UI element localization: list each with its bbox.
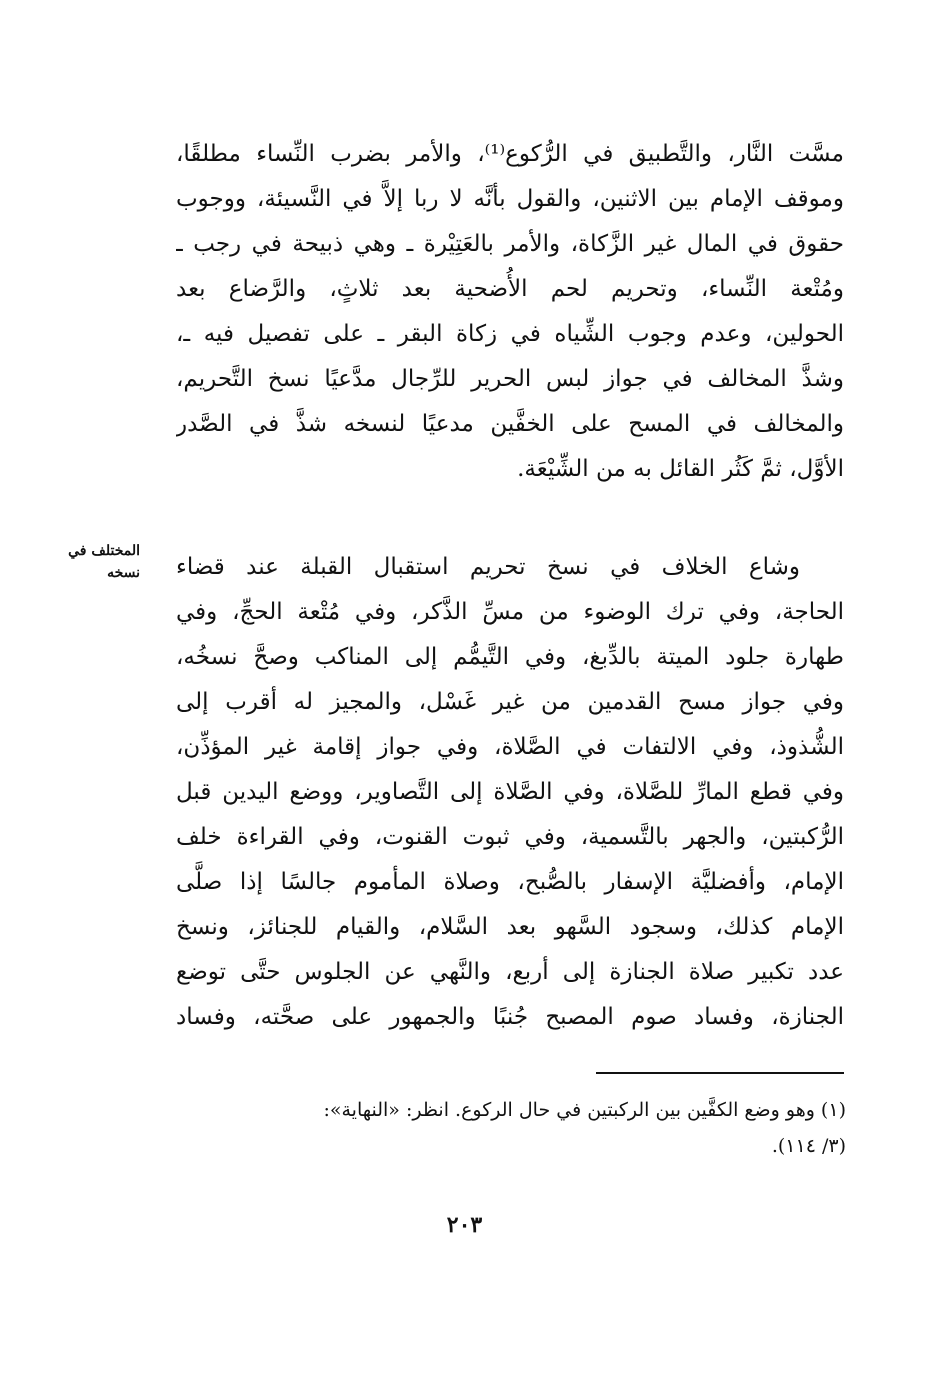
margin-note-line: المختلف في [68, 543, 140, 559]
footnote-line: (٣/ ١١٤). [771, 1135, 846, 1157]
text-line: وشاع الخلاف في نسخ تحريم استقبال القبلة عند قضاء [176, 554, 800, 580]
text-line: وشذَّ المخالف في جواز لبس الحرير للرِّجال مدَّعيًا نسخ التَّحريم، [176, 366, 844, 392]
text-line: ومُتْعة النِّساء، وتحريم لحم الأُضحية بعد ثلاثٍ، والرَّضاع بعد [176, 276, 844, 302]
text-line: الرُّكبتين، والجهر بالتَّسمية، وفي ثبوت القنوت، وفي القراءة خلف [176, 824, 844, 850]
text-line: طهارة جلود الميتة بالدِّبغ، وفي التَّيمُّم إلى المناكب وصحَّ نسخُه، [176, 644, 844, 670]
margin-note [8, 540, 140, 584]
footnote [176, 1092, 846, 1164]
text-line: الحولين، وعدم وجوب الشِّياه في زكاة البقر ـ على تفصيل فيه ـ، [176, 321, 844, 347]
text-line: والمخالف في المسح على الخفَّين مدعيًا لنسخه شذَّ في الصَّدر [176, 411, 844, 437]
text-line: عدد تكبير صلاة الجنازة إلى أربع، والنَّهي عن الجلوس حتَّى توضع [176, 959, 844, 985]
footnote-divider [596, 1072, 844, 1074]
text-line: وفي قطع المارِّ للصَّلاة، وفي الصَّلاة إلى التَّصاوير، ووضع اليدين قبل [176, 779, 844, 805]
paragraph-2 [176, 545, 844, 1040]
text-line: الجنازة، وفساد صوم المصبح جُنبًا والجمهور على صحَّته، وفساد [176, 1004, 844, 1030]
text-line: الإمام، وأفضليَّة الإسفار بالصُّبح، وصلاة المأموم جالسًا إذا صلَّى [176, 869, 844, 895]
text-line: حقوق في المال غير الزَّكاة، والأمر بالعَتِيْرة ـ وهي ذبيحة في رجب ـ [176, 231, 844, 257]
text-line: وفي جواز مسح القدمين من غير غَسْل، والمجيز له أقرب إلى [176, 689, 844, 715]
text-line: الحاجة، وفي ترك الوضوء من مسِّ الذَّكر، وفي مُتْعة الحجِّ، وفي [176, 599, 844, 625]
margin-note-line: نسخه [107, 565, 140, 581]
text-line: الأوَّل، ثمَّ كَثُر القائل به من الشِّيْعَة. [517, 456, 844, 482]
page-number: ٢٠٣ [446, 1212, 483, 1238]
text-line: الإمام كذلك، وسجود السَّهو بعد السَّلام، والقيام للجنائز، ونسخ [176, 914, 844, 940]
text-line: الشُّذوذ، وفي الالتفات في الصَّلاة، وفي جواز إقامة غير المؤذِّن، [176, 734, 844, 760]
footnote-line: (١) وهو وضع الكفَّين بين الركبتين في حال الركوع. انظر: «النهاية»: [323, 1099, 846, 1121]
text-line: مسَّت النَّار، والتَّطبيق في الرُّكوع⁽¹⁾، والأمر بضرب النِّساء مطلقًا، [176, 141, 844, 167]
paragraph-1 [176, 132, 844, 492]
text-line: وموقف الإمام بين الاثنين، والقول بأنَّه لا ربا إلاَّ في النَّسيئة، ووجوب [176, 186, 844, 212]
